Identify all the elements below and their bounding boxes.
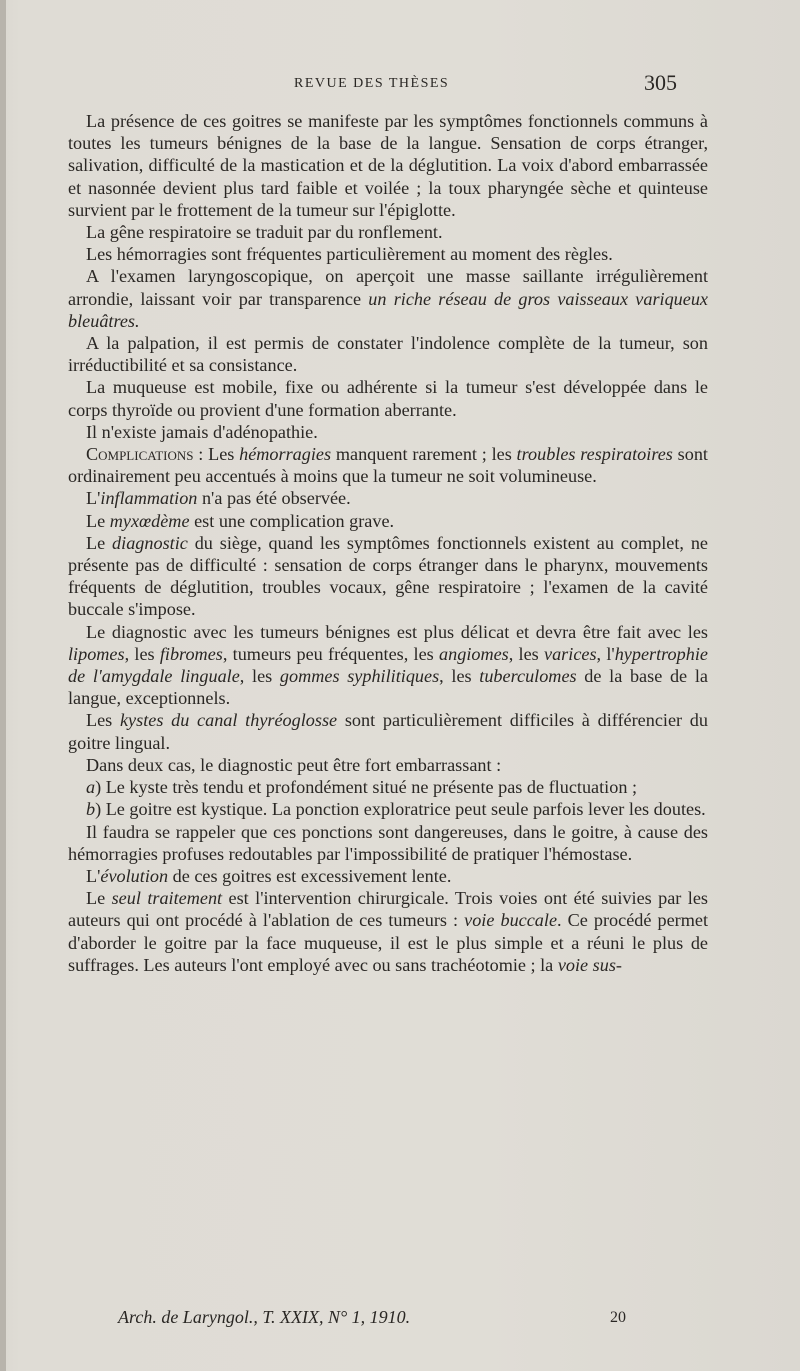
paragraph	[68, 865, 708, 887]
text-run: de la base de la langue, exceptionnels.	[68, 666, 708, 709]
text-run: de ces goitres est excessivement lente.	[168, 865, 452, 886]
text-run: Les	[86, 710, 120, 731]
paragraph	[68, 798, 708, 820]
text-run: : Les	[193, 444, 240, 465]
paragraph	[68, 221, 708, 243]
paragraph	[68, 532, 708, 621]
text-run: L'	[86, 865, 101, 886]
text-run: Il n'existe jamais d'adénopathie.	[86, 421, 318, 442]
italic-text: gommes syphilitiques	[279, 666, 440, 687]
italic-text: inflammation	[100, 488, 198, 509]
italic-text: un riche réseau de gros vaisseaux variqueux bleuâtres.	[68, 288, 708, 331]
paragraph	[68, 709, 708, 753]
page-binding-edge	[0, 0, 6, 1371]
paragraph	[68, 265, 708, 332]
text-run: . Ce procédé permet d'aborder le goitre par la face muqueuse, il est le plus simple et a réuni le plus de suffrages. Les auteurs l'ont employé avec ou sans trachéotomie ; la	[68, 910, 708, 975]
italic-text: voie sus-	[557, 954, 622, 975]
body-text	[68, 110, 708, 976]
text-run: Le	[86, 532, 113, 553]
text-run: sont particulièrement difficiles à différencier du goitre lingual.	[68, 710, 708, 753]
italic-text: tuberculomes	[479, 666, 577, 687]
italic-text: kystes du canal thyréoglosse	[119, 710, 338, 731]
text-run: , les	[439, 666, 480, 687]
paragraph	[68, 443, 708, 487]
italic-text: hypertrophie de l'amygdale linguale	[68, 643, 708, 687]
paragraph	[68, 110, 708, 221]
italic-text: angiomes	[439, 643, 509, 664]
text-run: Dans deux cas, le diagnostic peut être fort embarrassant :	[86, 754, 502, 775]
italic-text: a	[86, 777, 96, 798]
text-run: manquent rarement ; les	[331, 444, 517, 465]
italic-text: fibromes	[159, 643, 223, 664]
text-run: La présence de ces goitres se manifeste par les symptômes fonctionnels communs à toutes les tumeurs bénignes de la base de la langue. Sensation de corps étranger, salivation, difficulté de la mastication et de la déglutition. La voix d'abord embarrassée et nasonnée devient plus tard faible et voilée ; la toux pharyngée sèche et quinteuse survient par le frottement de la tumeur sur l'épiglotte.	[68, 111, 708, 220]
text-run: sont ordinairement peu accentués à moins que la tumeur ne soit volumineuse.	[68, 444, 708, 487]
page-footer	[118, 1307, 658, 1331]
text-run: ) Le kyste très tendu et profondément situé ne présente pas de fluctuation ;	[95, 777, 638, 798]
text-run: n'a pas été observée.	[197, 488, 351, 509]
text-run: Le	[86, 510, 110, 531]
text-run: A la palpation, il est permis de constater l'indolence complète de la tumeur, son irréductibilité et sa consistance.	[68, 333, 708, 376]
italic-text: hémorragies	[239, 444, 332, 465]
paragraph	[68, 621, 708, 710]
running-head: REVUE DES THÈSES	[294, 76, 450, 91]
page-number: 305	[644, 70, 677, 95]
text-run: , les	[239, 666, 280, 687]
small-caps-text: Complications	[86, 444, 194, 465]
text-run: Le diagnostic avec les tumeurs bénignes est plus délicat et devra être fait avec les	[86, 621, 708, 642]
text-run: L'	[86, 488, 101, 509]
text-run: est l'intervention chirurgicale. Trois voies ont été suivies par les auteurs qui ont procédé à l'ablation de ces tumeurs :	[68, 888, 708, 931]
italic-text: varices	[544, 643, 597, 664]
paragraph	[68, 376, 708, 420]
text-run: La muqueuse est mobile, fixe ou adhérente si la tumeur s'est développée dans le corps thyroïde ou provient d'une formation aberrante.	[68, 377, 708, 420]
italic-text: évolution	[100, 865, 169, 886]
text-run: , les	[124, 643, 160, 664]
text-run: , l'	[596, 643, 615, 664]
footer-citation: Arch. de Laryngol., T. XXIX, N° 1, 1910.	[118, 1307, 411, 1327]
text-run: A l'examen laryngoscopique, on aperçoit une masse saillante irrégulièrement arrondie, laissant voir par transparence	[68, 266, 708, 309]
italic-text: lipomes	[68, 643, 125, 664]
text-run: , les	[508, 643, 545, 664]
text-run: Il faudra se rappeler que ces ponctions sont dangereuses, dans le goitre, à cause des hémorragies profuses redoutables par l'impossibilité de pratiquer l'hémostase.	[68, 821, 708, 864]
paragraph	[68, 821, 708, 865]
paragraph	[68, 776, 708, 798]
italic-text: diagnostic	[112, 532, 188, 553]
italic-text: seul traitement	[111, 888, 223, 909]
italic-text: troubles respiratoires	[516, 444, 673, 465]
paragraph	[68, 487, 708, 509]
paragraph	[68, 510, 708, 532]
signature-mark: 20	[610, 1309, 626, 1326]
paragraph	[68, 421, 708, 443]
page-header	[0, 72, 800, 100]
text-run: ) Le goitre est kystique. La ponction exploratrice peut seule parfois lever les doutes.	[95, 799, 706, 820]
text-run: Le	[86, 888, 112, 909]
text-run: La gêne respiratoire se traduit par du ronflement.	[86, 222, 443, 243]
text-run: est une complication grave.	[189, 510, 395, 531]
paragraph	[68, 332, 708, 376]
text-run: du siège, quand les symptômes fonctionnels existent au complet, ne présente pas de difficulté : sensation de corps étranger dans le pharynx, mouvements fréquents de déglutition, troubles vocaux, gêne respiratoire ; l'examen de la cavité buccale s'impose.	[68, 532, 708, 620]
italic-text: myxœdème	[109, 510, 190, 531]
paragraph	[68, 243, 708, 265]
italic-text: b	[86, 799, 96, 820]
text-run: , tumeurs peu fréquentes, les	[222, 643, 440, 664]
paragraph	[68, 754, 708, 776]
italic-text: voie buccale	[464, 910, 558, 931]
text-run: Les hémorragies sont fréquentes particulièrement au moment des règles.	[86, 244, 613, 265]
paragraph	[68, 887, 708, 976]
